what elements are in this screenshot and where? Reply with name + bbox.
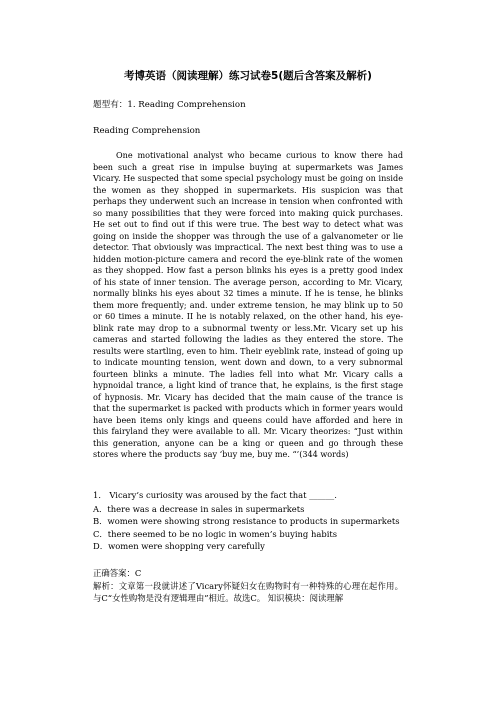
document-title: 考博英语（阅读理解）练习试卷5(题后含答案及解析) <box>124 70 372 82</box>
option-a: A．there was a decrease in sales in supermarkets <box>93 504 305 514</box>
question-number: 1． <box>93 490 107 500</box>
question-stem <box>93 489 337 501</box>
reading-passage: One motivational analyst who became curious to know there had been such a great rise in impulse buying at supermarkets was James Vicary. He suspected that some special psychology must be going on inside the women as they shopped in supermarkets. His suspicion was that perhaps they underwent such an increase in tension when confronted with so many possibilities that they were forced into making quick purchases. He set out to find out if this were true. The best way to detect what was going on inside the shopper was through the use of a galvanometer or lie detector. That obviously was impractical. The next best thing was to use a hidden motion-picture camera and record the eye-blink rate of the women as they shopped. How fast a person blinks his eyes is a pretty good index of his state of inner tension. The average person, according to Mr. Vicary, normally blinks his eyes about 32 times a minute. If he is tense, he blinks them more frequently; and. under extreme tension, he may blink up to 50 or 60 times a minute. II he is notably relaxed, on the other hand, his eye-blink rate may drop to a subnormal twenty or less.Mr. Vicary set up his cameras and started following the ladies as they entered the store. The results were startling, even to him. Their eyeblink rate, instead of going up to indicate mounting tension, went down and down, to a very subnormal fourteen blinks a minute. The ladies fell into what Mr. Vicary calls a hypnoidal trance, a light kind of trance that, he explains, is the first stage of hypnosis. Mr. Vicary has decided that the main cause of the trance is that the supermarket is packed with products which in former years would have been items only kings and queens could have afforded and here in this fairyland they were available to all. Mr. Vicary theorizes: “Just within this generation, anyone can be a king or queen and go through these stores where the products say ‘buy me, buy me. “’(344 words) <box>93 150 403 459</box>
option-d: D．women were shopping very carefully <box>93 540 265 551</box>
question-type-line: 题型有：1. Reading Comprehension <box>93 100 246 110</box>
answer-options <box>93 503 400 552</box>
option-b: B．women were showing strong resistance to products in supermarkets <box>93 516 400 527</box>
question-text: Vicary’s curiosity was aroused by the fact that ______. <box>109 490 337 500</box>
answer-analysis: 解析：文章第一段就讲述了Vicary怀疑妇女在购物时有一种特殊的心理在起作用。与C“女性购物是没有逻辑理由”相近。故选C。 知识模块：阅读理解 <box>93 581 403 604</box>
correct-answer: 正确答案：C <box>93 568 142 578</box>
option-c: C．there seemed to be no logic in women’s buying habits <box>93 528 338 539</box>
section-heading: Reading Comprehension <box>93 126 201 136</box>
